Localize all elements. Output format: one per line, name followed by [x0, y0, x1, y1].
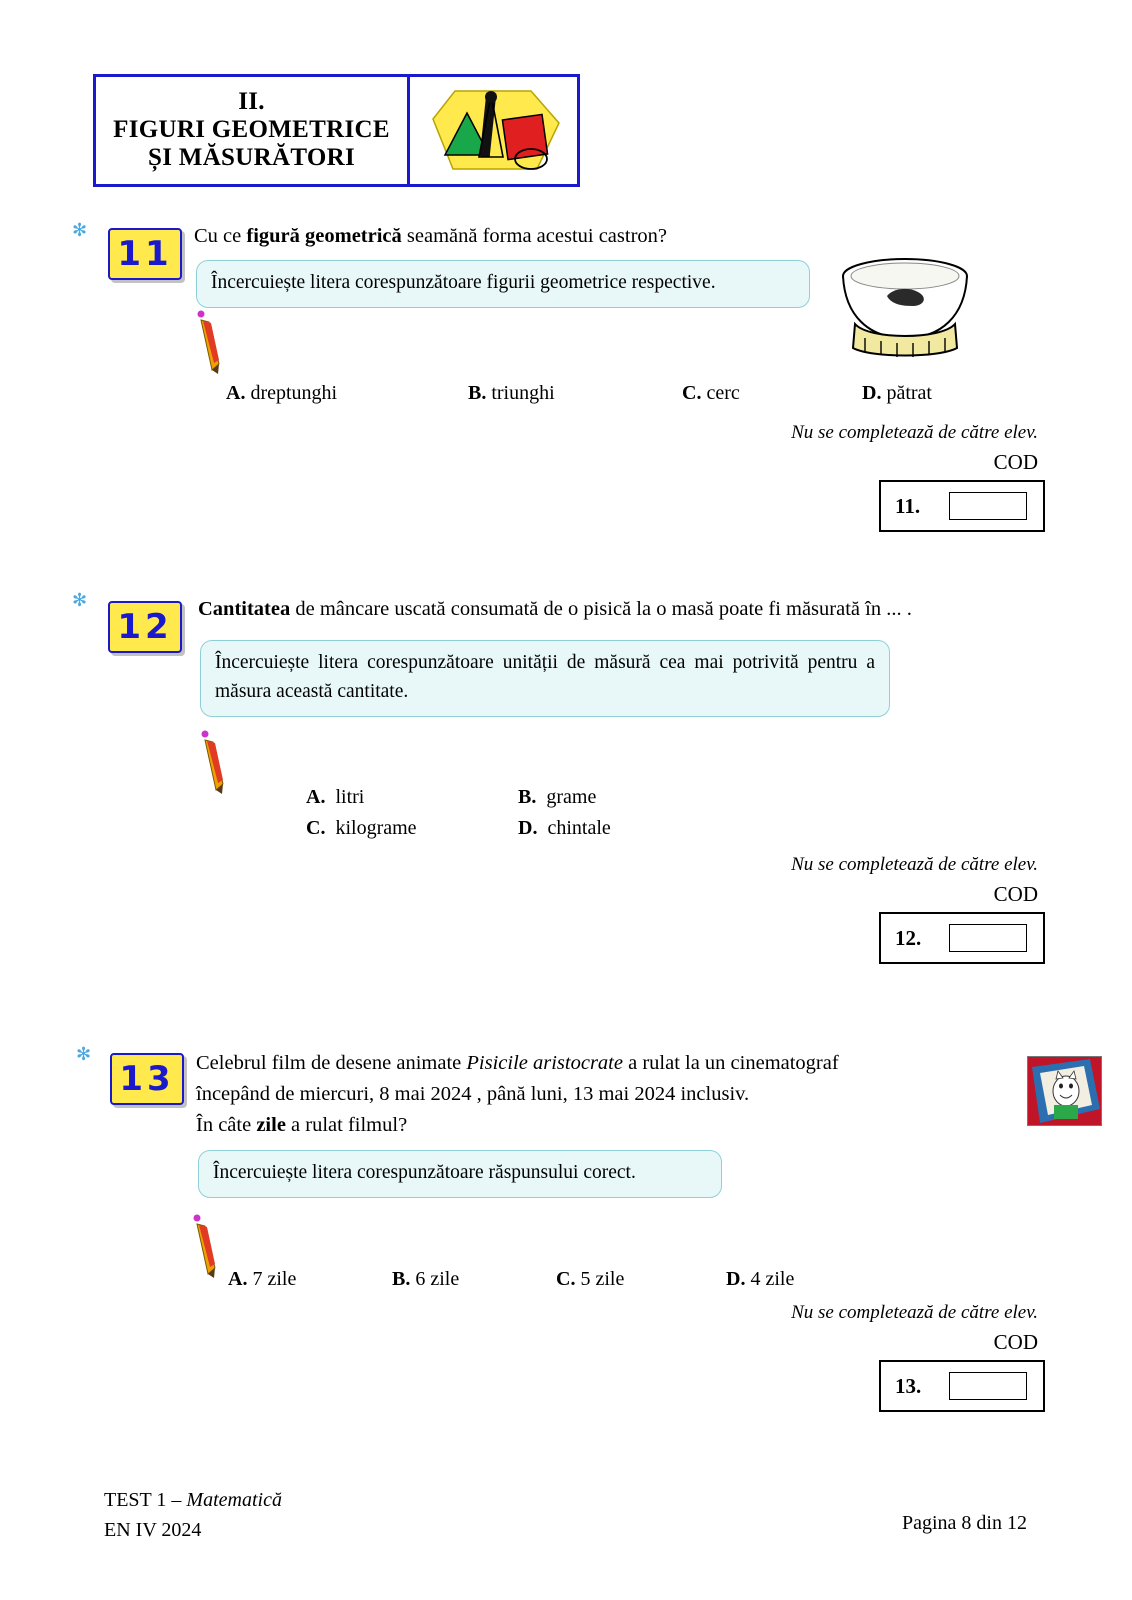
option-d-letter: D. — [862, 382, 882, 404]
footer-left — [104, 1485, 282, 1545]
question-prompt — [194, 221, 954, 252]
option-a-text: dreptunghi — [250, 382, 338, 404]
option-a[interactable] — [306, 786, 364, 809]
option-d-text: 4 zile — [750, 1268, 795, 1290]
instruction-bubble: Încercuiește litera corespunzătoare unității de măsură cea mai potrivită pentru a măsura această cantitate. — [200, 640, 890, 717]
option-b[interactable] — [392, 1268, 459, 1291]
cod-box-number: 11. — [895, 493, 921, 518]
prompt-line1-pre: Celebrul film de desene animate — [196, 1052, 467, 1074]
option-c-text: cerc — [706, 382, 740, 404]
option-d[interactable] — [726, 1268, 794, 1291]
cod-input-field[interactable] — [949, 492, 1027, 520]
option-c-text: 5 zile — [580, 1268, 625, 1290]
footer-exam: EN IV 2024 — [104, 1519, 202, 1541]
option-d-letter: D. — [726, 1268, 746, 1290]
teacher-note: Nu se completează de către elev. — [791, 854, 1038, 875]
prompt-line1-post: a rulat la un cinematograf — [622, 1052, 839, 1074]
option-c[interactable] — [682, 382, 740, 405]
option-c-text: kilograme — [335, 817, 417, 839]
option-b-text: 6 zile — [415, 1268, 460, 1290]
aristocats-poster — [1027, 1056, 1102, 1126]
option-b-letter: B. — [518, 786, 537, 808]
section-header — [93, 74, 580, 187]
teacher-note: Nu se completează de către elev. — [791, 1302, 1038, 1323]
answer-options — [0, 1268, 1132, 1298]
cod-box-number: 12. — [895, 925, 922, 950]
option-b-letter: B. — [392, 1268, 411, 1290]
instruction-bubble: Încercuiește litera corespunzătoare figurii geometrice respective. — [196, 260, 810, 308]
section-title-line2: ȘI MĂSURĂTORI — [148, 143, 355, 171]
option-a-letter: A. — [306, 786, 326, 808]
prompt-line-3 — [196, 1110, 956, 1141]
option-a-letter: A. — [226, 382, 246, 404]
instruction-bubble: Încercuiește litera corespunzătoare răspunsului corect. — [198, 1150, 722, 1198]
bowl-photo — [835, 252, 975, 362]
question-number-badge: 13 — [110, 1053, 184, 1105]
prompt-pre: Cu ce — [194, 225, 247, 247]
pencil-icon — [192, 308, 222, 378]
prompt-line3-bold: zile — [256, 1113, 286, 1136]
option-a-letter: A. — [228, 1268, 248, 1290]
option-c[interactable] — [306, 817, 417, 840]
option-a[interactable] — [226, 382, 337, 405]
option-d-text: pătrat — [886, 382, 932, 404]
prompt-post: de mâncare uscată consumată de o pisică la o masă poate fi măsurată în ... . — [290, 598, 912, 620]
prompt-line-1 — [196, 1048, 956, 1079]
option-b[interactable] — [518, 786, 596, 809]
option-b-text: grame — [546, 786, 597, 808]
answer-options — [0, 382, 1132, 412]
prompt-line3-pre: În câte — [196, 1113, 257, 1136]
option-d[interactable] — [518, 817, 611, 840]
prompt-post: seamănă forma acestui castron? — [401, 225, 668, 247]
option-c[interactable] — [556, 1268, 624, 1291]
section-title-line1: FIGURI GEOMETRICE — [113, 115, 390, 143]
prompt-bold: Cantitatea — [198, 598, 291, 620]
cod-label: COD — [993, 450, 1038, 474]
cod-box-number: 13. — [895, 1373, 922, 1398]
cod-box — [879, 480, 1045, 532]
prompt-line3-post: a rulat filmul? — [285, 1113, 408, 1136]
sparkle-icon: ✻ — [72, 220, 88, 241]
cod-box — [879, 912, 1045, 964]
option-b[interactable] — [468, 382, 555, 405]
option-c-letter: C. — [556, 1268, 576, 1290]
option-b-text: triunghi — [491, 382, 555, 404]
cod-box — [879, 1360, 1045, 1412]
cod-input-field[interactable] — [949, 1372, 1027, 1400]
section-roman-numeral: II. — [238, 87, 265, 115]
option-d[interactable] — [862, 382, 932, 405]
option-d-text: chintale — [547, 817, 611, 839]
teacher-note: Nu se completează de către elev. — [791, 422, 1038, 443]
section-header-title — [96, 77, 407, 184]
option-d-letter: D. — [518, 817, 538, 839]
answer-options — [0, 786, 1132, 856]
geometric-shapes-icon — [407, 77, 577, 184]
footer-test-label: TEST 1 – — [104, 1489, 187, 1511]
sparkle-icon: ✻ — [72, 590, 88, 611]
option-c-letter: C. — [682, 382, 702, 404]
option-a-text: litri — [335, 786, 365, 808]
option-b-letter: B. — [468, 382, 487, 404]
cod-label: COD — [993, 1330, 1038, 1354]
footer-test-line — [104, 1485, 282, 1515]
question-number-badge: 12 — [108, 601, 182, 653]
prompt-bold: figură geometrică — [246, 225, 402, 247]
question-prompt — [196, 1048, 956, 1140]
movie-title: Pisicile aristocrate — [466, 1052, 623, 1074]
question-number-badge: 11 — [108, 228, 182, 280]
footer-test-subject: Matematică — [186, 1489, 282, 1511]
prompt-line-2: începând de miercuri, 8 mai 2024 , până luni, 13 mai 2024 inclusiv. — [196, 1082, 750, 1105]
cod-label: COD — [993, 882, 1038, 906]
question-prompt — [198, 594, 1008, 625]
option-a-text: 7 zile — [252, 1268, 297, 1290]
footer-page-number: Pagina 8 din 12 — [902, 1512, 1027, 1534]
sparkle-icon: ✻ — [76, 1044, 92, 1065]
cod-input-field[interactable] — [949, 924, 1027, 952]
option-c-letter: C. — [306, 817, 326, 839]
option-a[interactable] — [228, 1268, 296, 1291]
